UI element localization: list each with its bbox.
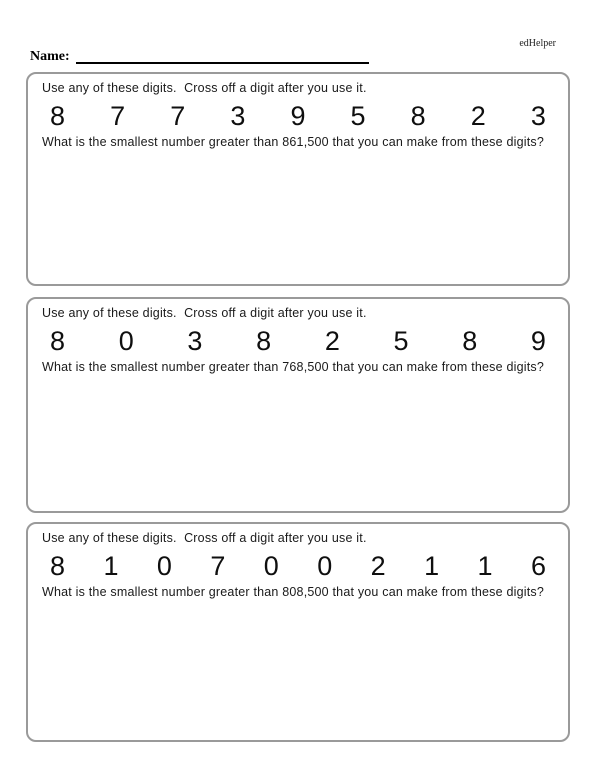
digit: 2 [324, 326, 340, 356]
digit: 1 [424, 551, 440, 581]
edhelper-logo: edHelper [519, 38, 556, 49]
digit: 8 [50, 551, 66, 581]
digit: 7 [170, 101, 186, 131]
digit: 2 [370, 551, 386, 581]
name-blank-line [76, 50, 369, 64]
digit: 0 [156, 551, 172, 581]
digit: 8 [462, 326, 478, 356]
digits-row [28, 326, 568, 356]
digit: 3 [187, 326, 203, 356]
problem-box-1 [26, 72, 570, 286]
digit: 0 [263, 551, 279, 581]
instruction-text: Use any of these digits. Cross off a digit after you use it. [42, 531, 367, 545]
instruction-text: Use any of these digits. Cross off a digit after you use it. [42, 81, 367, 95]
digit: 8 [50, 326, 66, 356]
digit: 8 [256, 326, 272, 356]
digit: 3 [530, 101, 546, 131]
digits-row [28, 101, 568, 131]
question-text: What is the smallest number greater than 808,500 that you can make from these digits? [42, 585, 544, 599]
problem-box-3 [26, 522, 570, 742]
digit: 2 [470, 101, 486, 131]
name-label: Name: [30, 49, 70, 64]
instruction-text: Use any of these digits. Cross off a digit after you use it. [42, 306, 367, 320]
digit: 1 [477, 551, 493, 581]
digit: 5 [393, 326, 409, 356]
digit: 8 [410, 101, 426, 131]
digit: 7 [210, 551, 226, 581]
digit: 8 [50, 101, 66, 131]
digit: 7 [110, 101, 126, 131]
digit: 5 [350, 101, 366, 131]
digit: 1 [103, 551, 119, 581]
digits-row [28, 551, 568, 581]
name-row [30, 50, 369, 64]
problem-box-2 [26, 297, 570, 513]
digit: 9 [290, 101, 306, 131]
digit: 9 [530, 326, 546, 356]
question-text: What is the smallest number greater than 861,500 that you can make from these digits? [42, 135, 544, 149]
digit: 0 [118, 326, 134, 356]
question-text: What is the smallest number greater than 768,500 that you can make from these digits? [42, 360, 544, 374]
digit: 3 [230, 101, 246, 131]
digit: 0 [317, 551, 333, 581]
digit: 6 [530, 551, 546, 581]
